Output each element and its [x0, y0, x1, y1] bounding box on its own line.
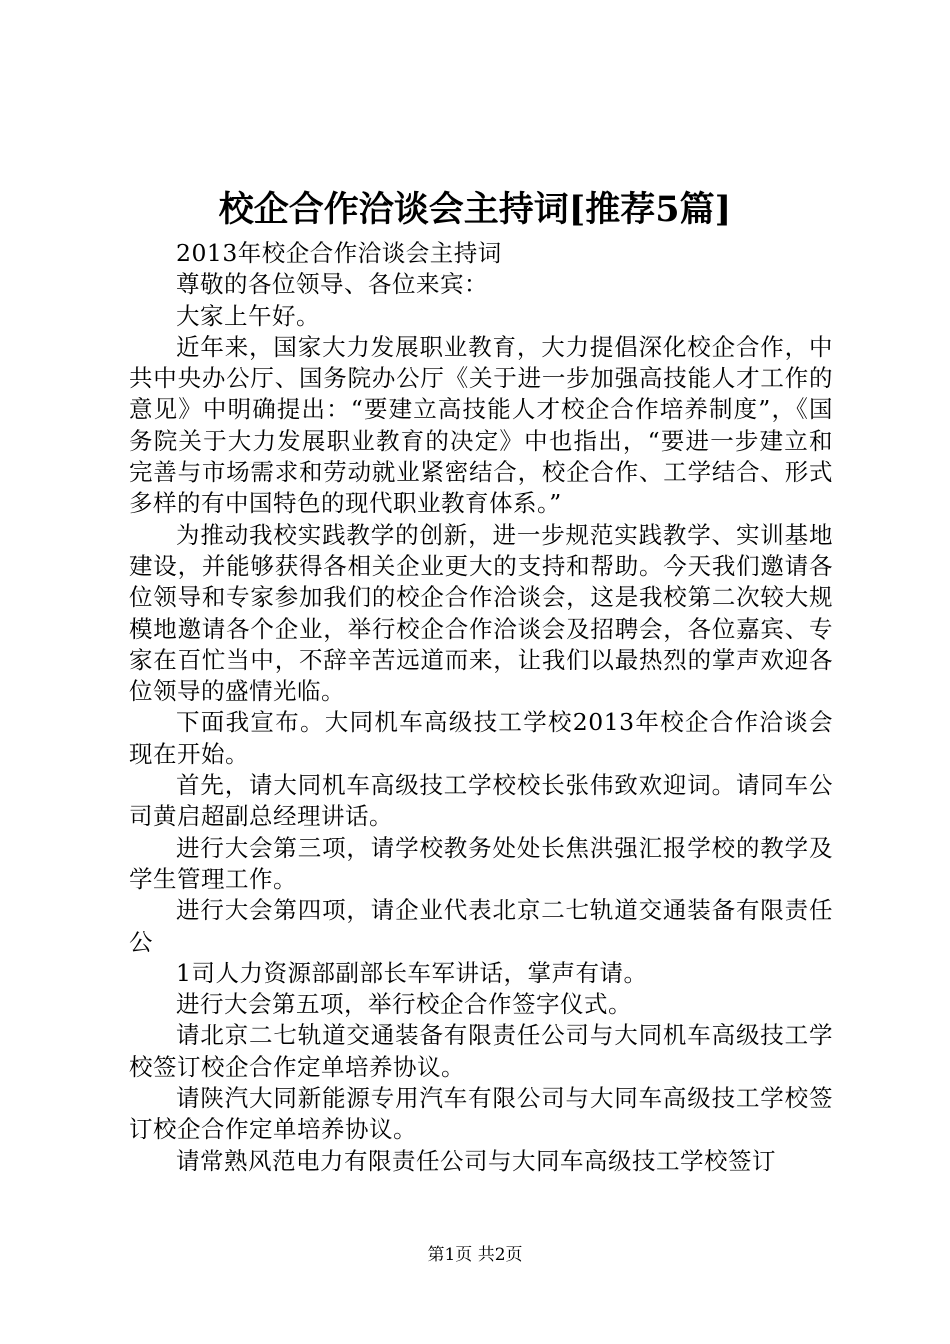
paragraph: 为推动我校实践教学的创新，进一步规范实践教学、实训基地建设，并能够获得各相关企业更大的支持和帮助。今天我们邀请各位领导和专家参加我们的校企合作洽谈会，这是我校第二次较大规模地邀请各个企业，举行校企合作洽谈会及招聘会，各位嘉宾、专家在百忙当中，不辞辛苦远道而来，让我们以最热烈的掌声欢迎各位领导的盛情光临。 [129, 520, 833, 706]
paragraph: 进行大会第四项，请企业代表北京二七轨道交通装备有限责任公 [129, 896, 833, 956]
paragraph: 尊敬的各位领导、各位来宾： [176, 270, 488, 299]
paragraph: 下面我宣布。大同机车高级技工学校2013年校企合作洽谈会现在开始。 [129, 708, 833, 768]
paragraph: 大家上午好。 [176, 301, 320, 330]
paragraph: 首先，请大同机车高级技工学校校长张伟致欢迎词。请同车公司黄启超副总经理讲话。 [129, 771, 833, 831]
paragraph: 1司人力资源部副部长车军讲话，掌声有请。 [176, 958, 648, 987]
paragraph: 2013年校企合作洽谈会主持词 [176, 239, 502, 267]
paragraph: 近年来，国家大力发展职业教育，大力提倡深化校企合作，中共中央办公厅、国务院办公厅《关于进一步加强高技能人才工作的意见》中明确提出：“要建立高技能人才校企合作培养制度”，《国务院关于大力发展职业教育的决定》中也指出，“要进一步建立和完善与市场需求和劳动就业紧密结合，校企合作、工学结合、形式多样的有中国特色的现代职业教育体系。” [129, 332, 833, 518]
paragraph: 进行大会第三项，请学校教务处处长焦洪强汇报学校的教学及学生管理工作。 [129, 833, 833, 893]
document-body [129, 238, 833, 1177]
paragraph: 请北京二七轨道交通装备有限责任公司与大同机车高级技工学校签订校企合作定单培养协议。 [129, 1021, 833, 1081]
paragraph: 请陕汽大同新能源专用汽车有限公司与大同车高级技工学校签订校企合作定单培养协议。 [129, 1084, 833, 1144]
page-number-footer: 第1页 共2页 [427, 1245, 523, 1265]
document-title: 校企合作洽谈会主持词[推荐5篇] [218, 189, 732, 230]
paragraph: 请常熟风范电力有限责任公司与大同车高级技工学校签订 [176, 1146, 776, 1175]
paragraph: 进行大会第五项，举行校企合作签字仪式。 [176, 990, 632, 1019]
